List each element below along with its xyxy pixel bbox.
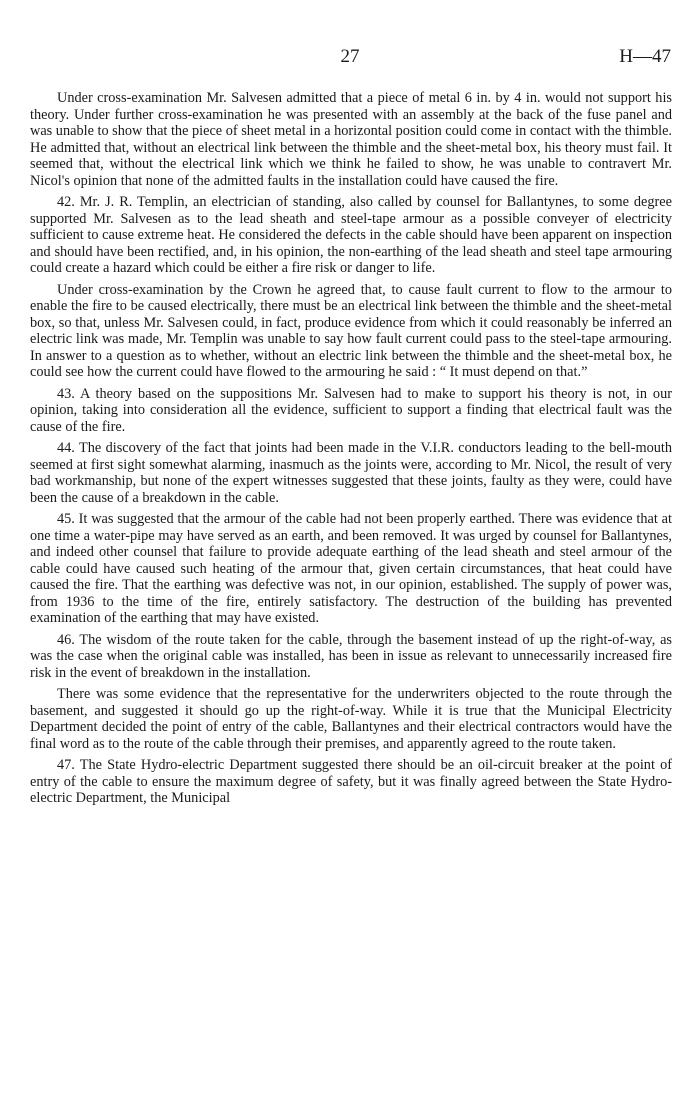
paragraph-salvesen-cross-examination: Under cross-examination Mr. Salvesen admitted that a piece of metal 6 in. by 4 in. would not support his theory. Under further cross-examination he was presented with an assembly at the back of the fuse panel and was unable to show that the piece of sheet metal in a horizontal position could come in contact with the thimble. He admitted that, without an electrical link between the thimble and the sheet-metal box, his theory must fail. It seemed that, without the electrical link which we think he failed to show, he was unable to contravert Mr. Nicol's opinion that none of the admitted faults in the installation could have caused the fire. <box>30 90 672 189</box>
page-header <box>0 46 700 70</box>
paragraph-44: 44. The discovery of the fact that joints had been made in the V.I.R. conductors leading to the bell-mouth seemed at first sight somewhat alarming, inasmuch as the joints were, according to Mr. Nicol, the result of very bad workmanship, but none of the expert witnesses suggested that these joints, faulty as they were, could have been the cause of a breakdown in the cable. <box>30 440 672 506</box>
paragraph-46: 46. The wisdom of the route taken for the cable, through the basement instead of up the right-of-way, as was the case when the original cable was installed, has been in issue as relevant to unnecessarily increased fire risk in the event of breakdown in the installation. <box>30 631 672 681</box>
paragraph-42: 42. Mr. J. R. Templin, an electrician of standing, also called by counsel for Ballantynes, to some degree supported Mr. Salvesen as to the lead sheath and steel-tape armour as a possible conveyer of electricity sufficient to cause extreme heat. He considered the defects in the cable should have been apparent on inspection and should have been rectified, and, in his opinion, the non-earthing of the lead sheath and steel tape armouring could create a hazard which could be either a fire risk or danger to life. <box>30 194 672 276</box>
document-reference: H—47 <box>619 46 671 67</box>
paragraph-45: 45. It was suggested that the armour of the cable had not been properly earthed. There was evidence that at one time a water-pipe may have served as an earth, and been removed. It was urged by counsel for Ballantynes, and indeed other counsel that failure to provide adequate earthing of the lead sheath and steel armour of the cable could have caused such heating of the armour that, given certain circumstances, that heat could have caused the fire. That the earthing was defective was not, in our opinion, established. The supply of power was, from 1936 to the time of the fire, entirely satisfactory. The destruction of the building has prevented examination of the earthing that may have existed. <box>30 511 672 626</box>
paragraph-underwriters-route: There was some evidence that the representative for the underwriters objected to the route through the basement, and suggested it should go up the right-of-way. While it is true that the Municipal Electricity Department decided the point of entry of the cable, Ballantynes and their electrical contractors would have the final word as to the route of the cable through their premises, and apparently agreed to the route taken. <box>30 686 672 752</box>
paragraph-templin-cross-examination: Under cross-examination by the Crown he agreed that, to cause fault current to flow to the armour to enable the fire to be caused electrically, there must be an electrical link between the thimble and the sheet-metal box, so that, unless Mr. Salvesen could, in fact, produce evidence from which it could reasonably be inferred an electric link was made, Mr. Templin was unable to say how fault current could pass to the steel-tape armouring. In answer to a question as to whether, without an electric link between the thimble and the sheet-metal box, he could see how the current could have flowed to the armouring he said : “ It must depend on that.” <box>30 281 672 380</box>
body-text <box>30 90 672 812</box>
paragraph-47: 47. The State Hydro-electric Department suggested there should be an oil-circuit breaker at the point of entry of the cable to ensure the maximum degree of safety, but it was finally agreed between the State Hydro-electric Department, the Municipal <box>30 757 672 806</box>
page-number: 27 <box>340 46 360 67</box>
paragraph-43: 43. A theory based on the suppositions Mr. Salvesen had to make to support his theory is not, in our opinion, taking into consideration all the evidence, sufficient to support a finding that electrical fault was the cause of the fire. <box>30 385 672 435</box>
